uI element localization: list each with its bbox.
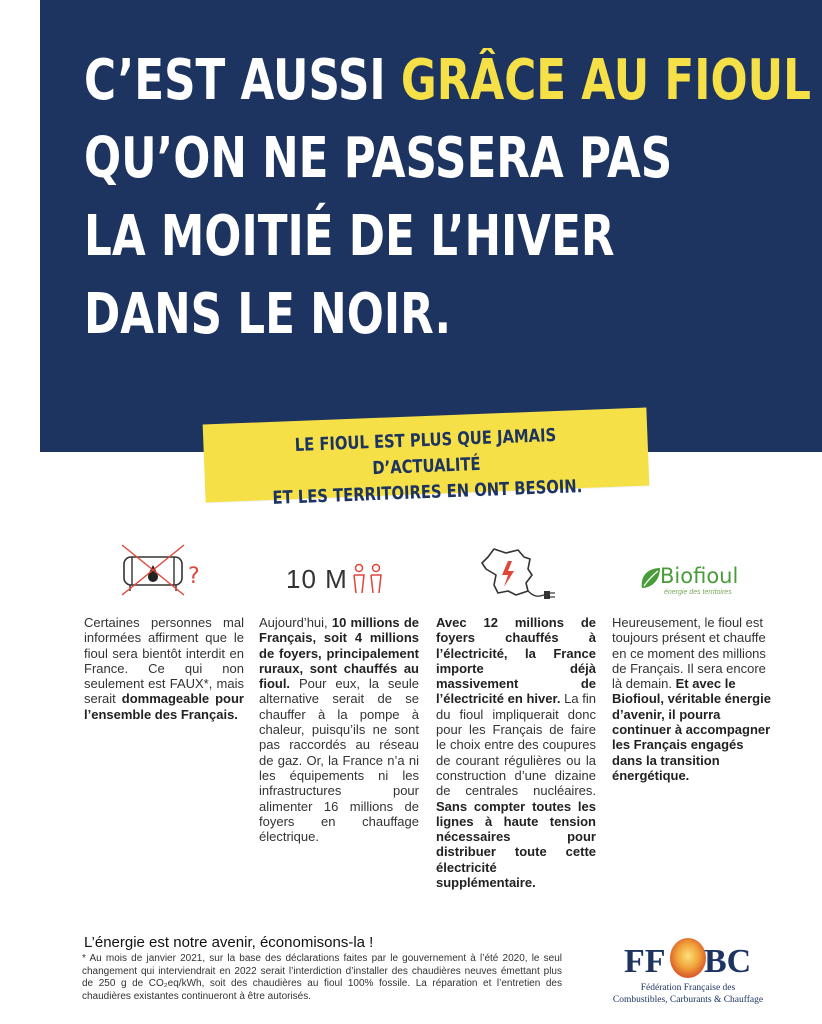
footnote: * Au mois de janvier 2021, sur la base des déclarations faites par le gouvernement à l’été 2020, le seul changement qui interviendrait en 2022 serait l’interdiction d’installer des chaudières neuves émettant plus de 250 g de CO₂eq/kWh, soit des chaudières au fioul 100% fossile. La réparation et l’entretien des chaudières existantes continueront à être autorisés. [82, 953, 562, 1002]
headline-white-part: C’EST AUSSI [84, 48, 401, 113]
column-2-part-2: Pour eux, la seule alternative serait de se chauffer à la pompe à chaleur, puisqu’ils ne sont pas raccordés au réseau de gaz. Or, la France n’a ni les équipements ni les infrastructures pour alimenter 16 millions de foyers en chauffage électrique. [259, 676, 419, 845]
column-1-text [84, 615, 244, 722]
france-map-electricity-icon [472, 545, 562, 603]
people-icon [350, 563, 386, 595]
biofioul-wordmark: Biofioul [660, 564, 739, 588]
banner-text [243, 421, 610, 513]
headline [84, 42, 811, 354]
crossed-oil-tank-icon [118, 543, 208, 599]
headline-line-4: DANS LE NOIR. [84, 282, 452, 347]
column-4-bold-1: Et avec le Biofioul, véritable énergie d’avenir, il pourra continuer à accompagner les Français engagés dans la transition énergétique. [612, 676, 771, 783]
headline-line-2: QU’ON NE PASSERA PAS [84, 126, 673, 191]
banner-line-1: LE FIOUL EST PLUS QUE JAMAIS D’ACTUALITÉ [294, 424, 557, 480]
advertisement-page [40, 0, 822, 1024]
slogan: L’énergie est notre avenir, économisons-la ! [84, 934, 374, 951]
headline-line-3: LA MOITIÉ DE L’HIVER [84, 204, 615, 269]
logo-ff: FF [624, 943, 666, 980]
column-1-part-1: Certaines personnes mal informées affirment que le fioul sera bientôt interdit en France. Ce qui non seulement est FAUX*, mais serait [84, 615, 244, 707]
column-3-bold-2: Sans compter toutes les lignes à haute tension nécessaires pour distribuer toute cette électricité supplémentaire. [436, 798, 596, 891]
column-1-bold-1: dommageable pour l’ensemble des Français. [84, 691, 244, 722]
ten-million-label: 10 M [286, 564, 348, 594]
headline-line-1 [84, 42, 811, 120]
column-4-part-1: Heureusement, le fioul est toujours présent et chauffe en ce moment des millions de Français. Il sera encore là demain. [612, 615, 766, 692]
ffcc-subtitle-line-2: Combustibles, Carburants & Chauffage [612, 995, 764, 1005]
column-3-bold-1: Avec 12 millions de foyers chauffés à l’électricité, la France importe déjà massivement de l’électricité en hiver. [436, 615, 596, 707]
ffcc-emblem [618, 936, 758, 982]
ffcc-logo [588, 936, 788, 1012]
banner-line-2: ET LES TERRITOIRES EN ONT BESOIN. [272, 476, 583, 509]
column-2-bold-1: 10 millions de Français, soit 4 millions de foyers, principalement ruraux, sont chauffés au fioul. [259, 615, 419, 692]
yellow-banner [203, 408, 650, 509]
hero-section [40, 0, 822, 452]
biofioul-logo [638, 562, 750, 596]
headline-highlight: GRÂCE AU FIOUL [400, 48, 811, 113]
column-2-text [259, 615, 419, 844]
question-mark: ? [188, 564, 200, 589]
ffcc-subtitle [588, 982, 788, 1006]
logo-bc: BC [704, 943, 752, 980]
column-4-text [612, 615, 772, 783]
biofioul-tagline: énergie des territoires [664, 589, 732, 596]
column-3-text [436, 615, 596, 890]
ffcc-subtitle-line-1: Fédération Française des [640, 983, 736, 993]
column-2-part-1: Aujourd’hui, [259, 615, 332, 630]
column-3-part-1: La fin du fioul impliquerait donc pour les Français de faire le choix entre des coupures de courant régulières ou la construction d’une dizaine de centrales nucléaires. [436, 691, 596, 799]
